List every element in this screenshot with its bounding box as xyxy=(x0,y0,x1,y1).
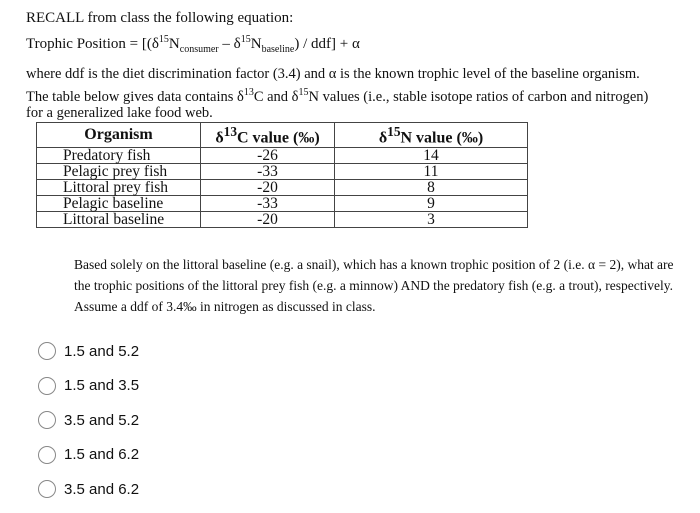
line4-part-a: The table below gives data contains δ xyxy=(26,88,244,105)
equation-sup-1: 15 xyxy=(158,34,169,45)
intro-line-1: RECALL from class the following equation: xyxy=(26,10,294,26)
table-row xyxy=(37,148,528,164)
header-c13-prefix: δ xyxy=(215,129,224,147)
row-n15-value: 9 xyxy=(335,196,528,212)
answer-options xyxy=(38,334,139,507)
header-c13 xyxy=(201,123,335,148)
row-organism: Pelagic baseline xyxy=(37,196,201,212)
line4-part-b: C and δ xyxy=(253,88,299,105)
equation-sub-consumer: consumer xyxy=(179,44,219,55)
intro-line-5: for a generalized lake food web. xyxy=(26,105,213,121)
radio-button[interactable] xyxy=(38,446,56,464)
equation-tail: ) / ddf] + α xyxy=(294,36,360,52)
row-c13-value: -26 xyxy=(201,148,335,164)
answer-option[interactable] xyxy=(38,369,139,404)
answer-option[interactable] xyxy=(38,472,139,507)
answer-option-label[interactable]: 3.5 and 5.2 xyxy=(64,411,140,429)
header-organism: Organism xyxy=(37,123,201,148)
radio-button[interactable] xyxy=(38,411,56,429)
header-c13-suffix: C value (‰) xyxy=(236,129,320,147)
intro-line-3: where ddf is the diet discrimination factor (3.4) and α is the known trophic level of the baseline organism. xyxy=(26,66,640,82)
answer-option-label[interactable]: 1.5 and 6.2 xyxy=(64,446,140,464)
equation-start: Trophic Position = [(δ xyxy=(26,36,159,52)
isotope-table xyxy=(36,122,528,228)
row-n15-value: 14 xyxy=(335,148,528,164)
row-organism: Littoral prey fish xyxy=(37,180,201,196)
row-c13-value: -20 xyxy=(201,212,335,228)
equation-n-2: N xyxy=(250,36,262,52)
table-row xyxy=(37,196,528,212)
table-row xyxy=(37,164,528,180)
header-n15-suffix: N value (‰) xyxy=(400,129,484,147)
radio-button[interactable] xyxy=(38,480,56,498)
equation-sup-2: 15 xyxy=(240,34,251,45)
answer-option-label[interactable]: 1.5 and 3.5 xyxy=(64,377,140,395)
row-n15-value: 3 xyxy=(335,212,528,228)
row-organism: Pelagic prey fish xyxy=(37,164,201,180)
row-c13-value: -33 xyxy=(201,164,335,180)
row-organism: Predatory fish xyxy=(37,148,201,164)
row-c13-value: -33 xyxy=(201,196,335,212)
radio-button[interactable] xyxy=(38,377,56,395)
row-organism: Littoral baseline xyxy=(37,212,201,228)
row-n15-value: 8 xyxy=(335,180,528,196)
question-text: Based solely on the littoral baseline (e.g. a snail), which has a known trophic position of 2 (i.e. α = 2), what are the trophic positions of the littoral prey fish (e.g. a minnow) AND the predatory fish (e.g. a trout), respectively. Assume a ddf of 3.4‰ in nitrogen as discussed in class. xyxy=(74,257,674,314)
intro-line-4 xyxy=(26,87,648,106)
trophic-equation xyxy=(26,34,360,55)
line4-sup-1: 13 xyxy=(243,87,254,98)
table-row xyxy=(37,212,528,228)
radio-button[interactable] xyxy=(38,342,56,360)
table-row xyxy=(37,180,528,196)
row-c13-value: -20 xyxy=(201,180,335,196)
header-n15-prefix: δ xyxy=(378,129,388,147)
answer-option-label[interactable]: 1.5 and 5.2 xyxy=(64,342,140,360)
answer-option[interactable] xyxy=(38,334,139,369)
line4-sup-2: 15 xyxy=(298,87,309,98)
answer-option-label[interactable]: 3.5 and 6.2 xyxy=(64,480,140,498)
header-n15-sup: 15 xyxy=(387,124,401,139)
line4-part-c: N values (i.e., stable isotope ratios of carbon and nitrogen) xyxy=(308,88,649,105)
answer-option[interactable] xyxy=(38,403,139,438)
equation-n-1: N xyxy=(168,36,180,52)
equation-minus: – δ xyxy=(218,36,241,52)
answer-option[interactable] xyxy=(38,438,139,473)
header-c13-sup: 13 xyxy=(223,124,237,139)
equation-sub-baseline: baseline xyxy=(261,44,295,55)
table-header-row xyxy=(37,123,528,148)
header-n15 xyxy=(335,123,528,148)
row-n15-value: 11 xyxy=(335,164,528,180)
